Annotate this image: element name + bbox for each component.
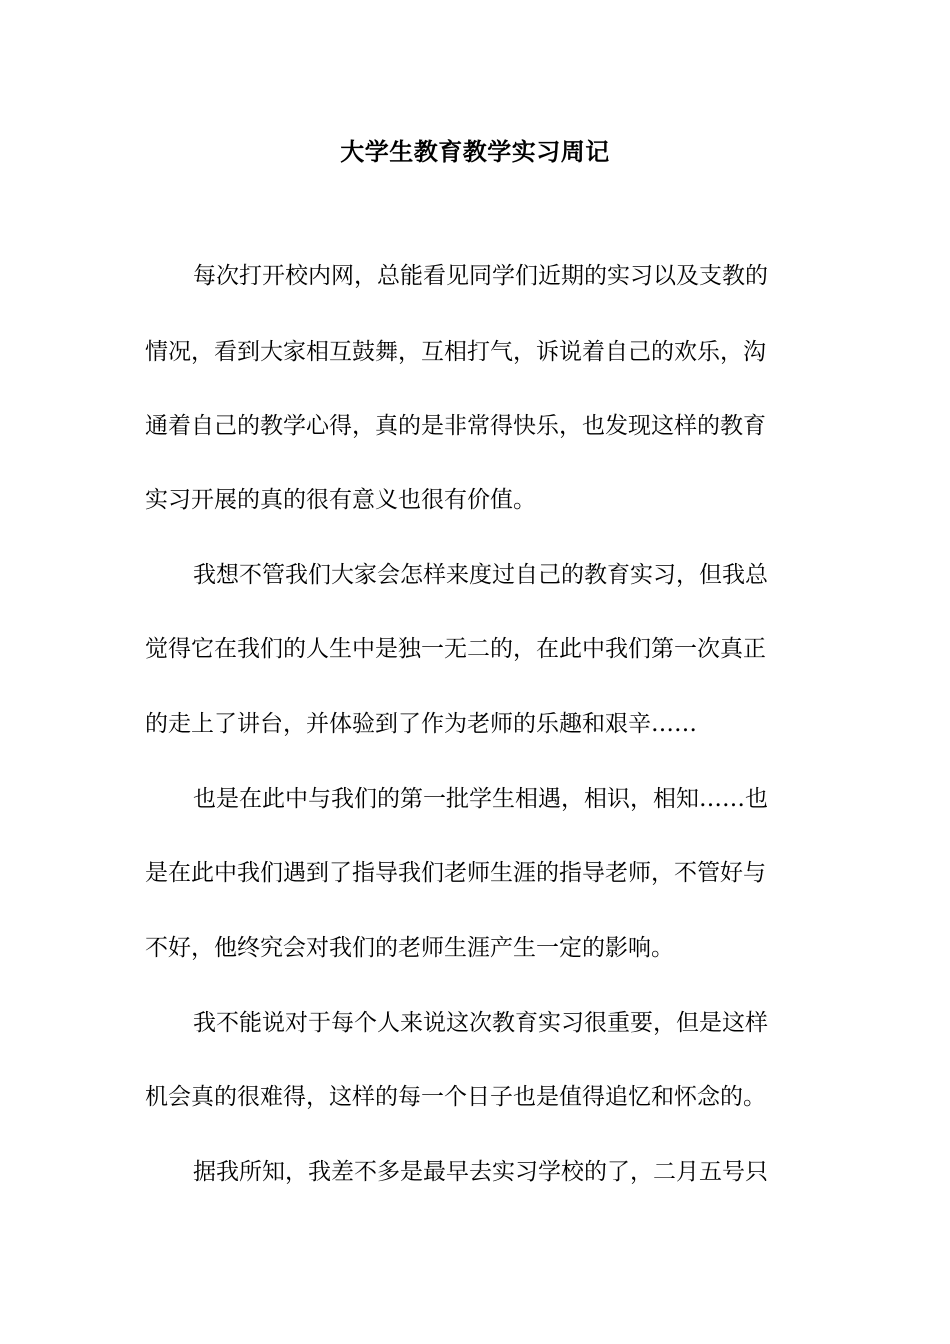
paragraph-1-line-2: 情况，看到大家相互鼓舞，互相打气，诉说着自己的欢乐，沟 [145, 339, 766, 365]
paragraph-1-line-3: 通着自己的教学心得，真的是非常得快乐，也发现这样的教育 [145, 413, 766, 439]
paragraph-3-line-3: 不好，他终究会对我们的老师生涯产生一定的影响。 [145, 935, 674, 961]
paragraph-3-line-1: 也是在此中与我们的第一批学生相遇，相识，相知……也 [193, 786, 768, 812]
paragraph-2-line-3: 的走上了讲台，并体验到了作为老师的乐趣和艰辛…… [145, 711, 697, 737]
document-title: 大学生教育教学实习周记 [340, 137, 610, 166]
paragraph-4-line-1: 我不能说对于每个人来说这次教育实习很重要，但是这样 [193, 1010, 768, 1036]
paragraph-4-line-2: 机会真的很难得，这样的每一个日子也是值得追忆和怀念的。 [145, 1084, 766, 1110]
paragraph-2-line-2: 觉得它在我们的人生中是独一无二的，在此中我们第一次真正 [145, 636, 766, 662]
paragraph-1-line-1: 每次打开校内网，总能看见同学们近期的实习以及支教的 [193, 263, 768, 289]
paragraph-3-line-2: 是在此中我们遇到了指导我们老师生涯的指导老师，不管好与 [145, 860, 766, 886]
paragraph-1-line-4: 实习开展的真的很有意义也很有价值。 [145, 487, 536, 513]
paragraph-2-line-1: 我想不管我们大家会怎样来度过自己的教育实习，但我总 [193, 562, 768, 588]
paragraph-5-line-1: 据我所知，我差不多是最早去实习学校的了，二月五号只 [193, 1159, 768, 1185]
